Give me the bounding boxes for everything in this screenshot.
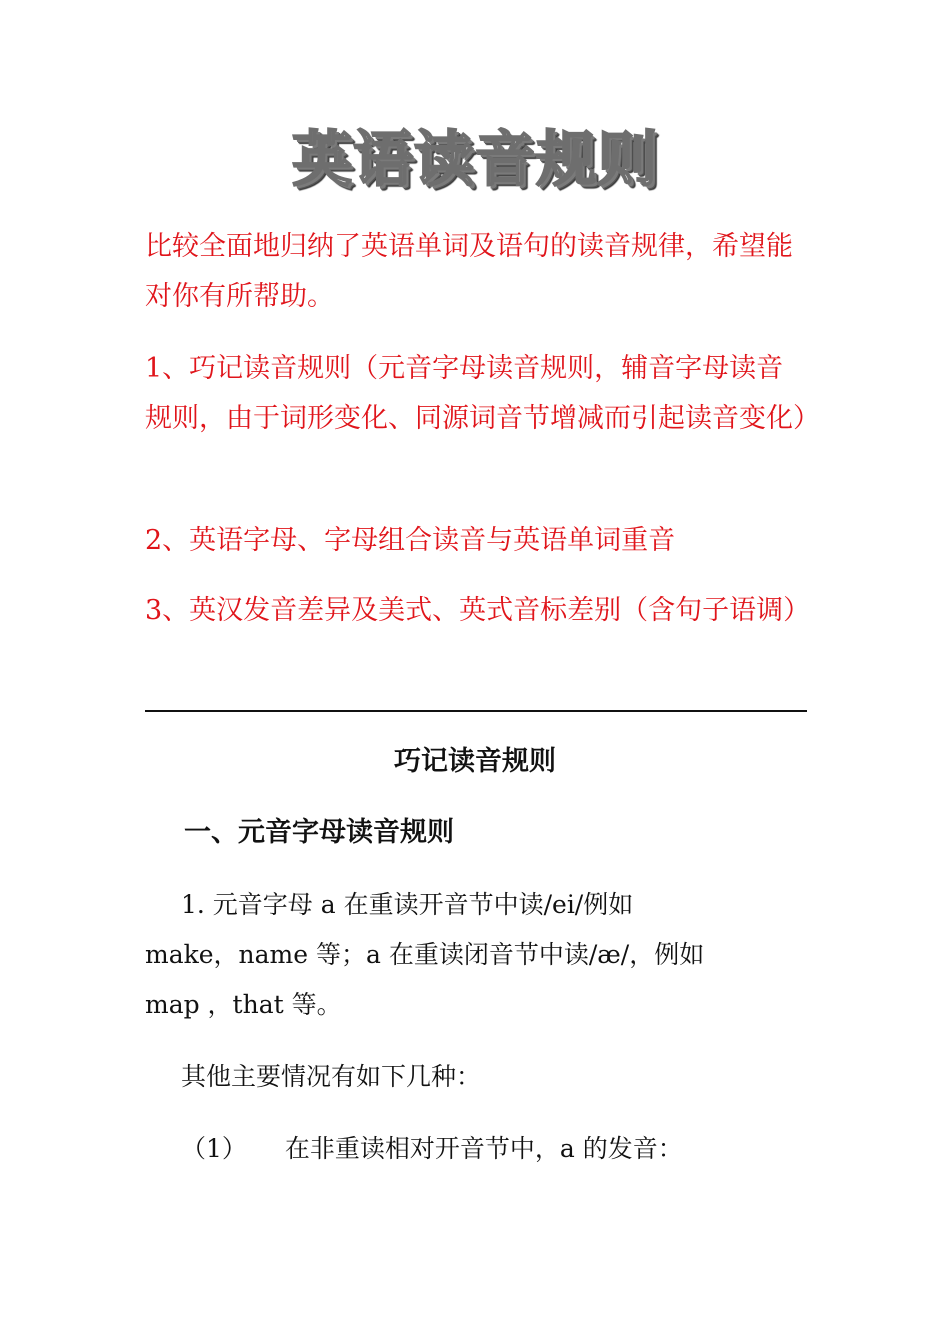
- case-1-text: 在非重读相对开音节中，a 的发音：: [284, 1134, 683, 1163]
- document-title: 英语读音规则: [292, 125, 658, 195]
- section-subheading: 一、元音字母读音规则: [184, 817, 454, 848]
- section-divider: [145, 710, 807, 712]
- rule-1-line-3: map ，that 等。: [145, 990, 342, 1019]
- case-1-number: （1）: [181, 1134, 247, 1163]
- rule-1-paragraph: [145, 880, 810, 1030]
- intro-item-3: 3、英汉发音差异及美式、英式音标差别（含句子语调）: [145, 595, 811, 626]
- section-heading: 巧记读音规则: [394, 746, 556, 777]
- other-cases-paragraph: 其他主要情况有如下几种：: [181, 1062, 482, 1091]
- intro-summary: 比较全面地归纳了英语单词及语句的读音规律，希望能对你有所帮助。: [145, 231, 793, 312]
- rule-1-line-1: 1. 元音字母 a 在重读开音节中读/ei/例如: [181, 890, 634, 919]
- intro-item-1: 1、巧记读音规则（元音字母读音规则，辅音字母读音规则，由于词形变化、同源词音节增减而引起读音变化）: [145, 353, 820, 434]
- case-1-paragraph: [145, 1124, 846, 1174]
- rule-1-line-2: make，name 等；a 在重读闭音节中读/æ/，例如: [145, 940, 705, 969]
- intro-item-2: 2、英语字母、字母组合读音与英语单词重音: [145, 525, 676, 556]
